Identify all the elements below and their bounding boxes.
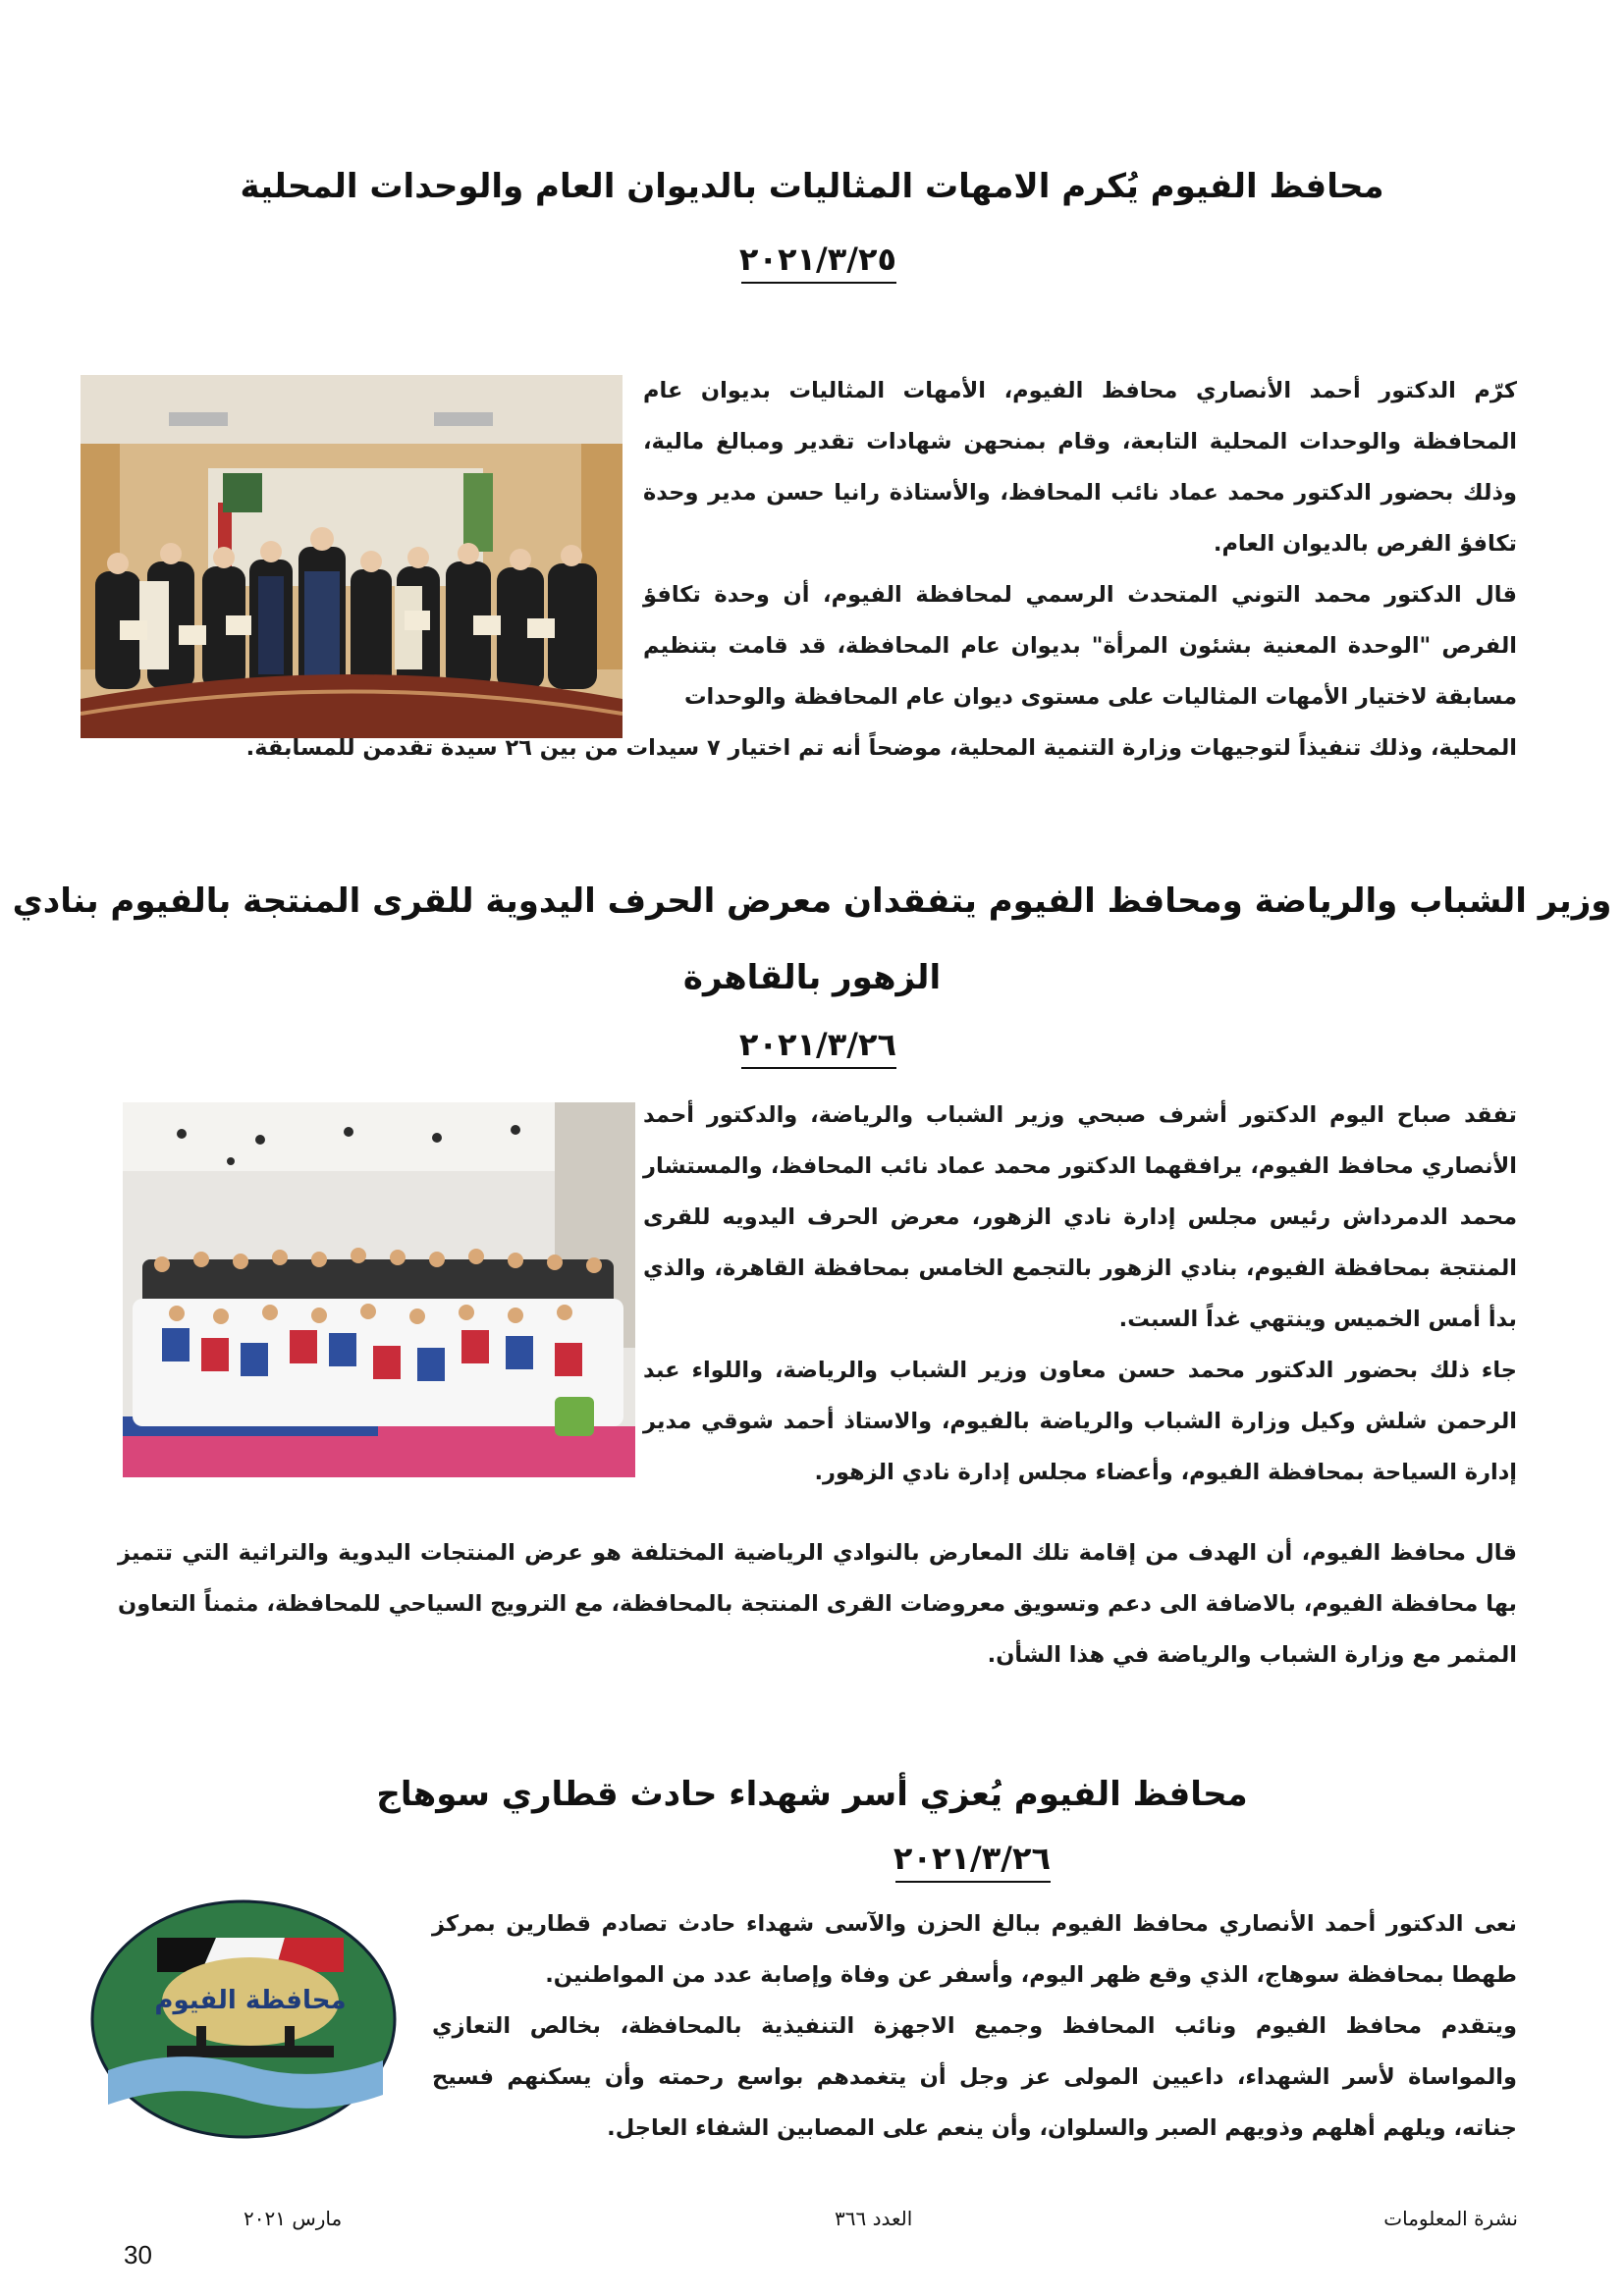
article3-body [432, 1898, 1517, 2154]
article2-paragraph-3: قال محافظ الفيوم، أن الهدف من إقامة تلك المعارض بالنوادي الرياضية المختلفة هو عرض المنتجات اليدوية والتراثية التي تتميز بها محافظة الفيوم، بالاضافة الى دعم وتسويق معروضات القرى المنتجة بالمحافظة، مع الترويج السياحي للمحافظة، مثمناً التعاون المثمر مع وزارة الشباب والرياضة في هذا الشأن. [118, 1540, 1517, 1668]
article2-body-2 [643, 1345, 1517, 1498]
article3-paragraph-1: نعى الدكتور أحمد الأنصاري محافظ الفيوم ببالغ الحزن والآسى شهداء حادث تصادم قطارين بمركز طهطا بمحافظة سوهاج، الذي وقع ظهر اليوم، وأسفر عن وفاة وإصابة عدد من المواطنين. [432, 1911, 1517, 1988]
article2-paragraph-1: تفقد صباح اليوم الدكتور أشرف صبحي وزير الشباب والرياضة، والدكتور أحمد الأنصاري محافظ الفيوم، يرافقهما الدكتور محمد عماد نائب المحافظ، والمستشار محمد الدمرداش رئيس مجلس إدارة نادي الزهور، معرض الحرف اليدويه للقرى المنتجة بمحافظة الفيوم، بنادي الزهور بالتجمع الخامس بمحافظة القاهرة، والذي بدأ أمس الخميس وينتهي غداً السبت. [643, 1102, 1517, 1332]
page-number: 30 [124, 2240, 152, 2269]
article2-title-line2: الزهور بالقاهرة [682, 958, 942, 997]
article1-photo [81, 375, 623, 738]
article3-title: محافظ الفيوم يُعزي أسر شهداء حادث قطاري سوهاج [376, 1775, 1248, 1814]
article2-body-3 [118, 1527, 1517, 1681]
article1-date: ٢٠٢١/٣/٢٥ [741, 240, 896, 284]
article1-body [643, 365, 1517, 569]
svg-text:محافظة الفيوم: محافظة الفيوم [154, 1986, 347, 2015]
article2-paragraph-2: جاء ذلك بحضور الدكتور محمد حسن معاون وزير الشباب والرياضة، واللواء عبد الرحمن شلش وكيل وزارة الشباب والرياضة بالفيوم، والاستاذ أحمد شوقي مدير إدارة السياحة بمحافظة الفيوم، وأعضاء مجلس إدارة نادي الزهور. [643, 1358, 1517, 1485]
article1-body-2 [643, 569, 1517, 722]
article2-photo [123, 1102, 635, 1477]
article2-title-line1: وزير الشباب والرياضة ومحافظ الفيوم يتفقدان معرض الحرف اليدوية للقرى المنتجة بالفيوم بنادي [12, 881, 1612, 921]
footer-month: مارس ٢٠٢١ [244, 2207, 343, 2230]
article3-paragraph-2: ويتقدم محافظ الفيوم ونائب المحافظ وجميع الاجهزة التنفيذية بالمحافظة، بخالص التعازي والمواساة لأسر الشهداء، داعيين المولى عز وجل أن يتغمدهم بواسع رحمته وأن يسكنهم فسيح جناته، ويلهم أهلهم وذويهم الصبر والسلوان، وأن ينعم على المصابين الشفاء العاجل. [432, 2013, 1517, 2141]
footer-issue: العدد ٣٦٦ [835, 2207, 913, 2230]
article1-body-3 [226, 722, 1517, 774]
article1-paragraph-2b: المحلية، وذلك تنفيذاً لتوجيهات وزارة التنمية المحلية، موضحاً أنه تم اختيار ٧ سيدات من بين ٢٦ سيدة تقدمن للمسابقة. [245, 735, 1517, 761]
article1-paragraph-2a: قال الدكتور محمد التوني المتحدث الرسمي لمحافظة الفيوم، أن وحدة تكافؤ الفرص "الوحدة المعنية بشئون المرأة" بديوان عام المحافظة، قد قامت بتنظيم مسابقة لاختيار الأمهات المثاليات على مستوى ديوان عام المحافظة والوحدات [643, 582, 1517, 710]
article2-body [643, 1090, 1517, 1345]
article2-date: ٢٠٢١/٣/٢٦ [741, 1026, 896, 1069]
article1-title: محافظ الفيوم يُكرم الامهات المثاليات بالديوان العام والوحدات المحلية [240, 167, 1384, 206]
article3-date: ٢٠٢١/٣/٢٦ [895, 1840, 1051, 1883]
article1-paragraph-1: كرّم الدكتور أحمد الأنصاري محافظ الفيوم، الأمهات المثاليات بديوان عام المحافظة والوحدات المحلية التابعة، وقام بمنحهن شهادات تقدير ومبالغ مالية، وذلك بحضور الدكتور محمد عماد نائب المحافظ، والأستاذة رانيا حسن مدير وحدة تكافؤ الفرص بالديوان العام. [643, 378, 1517, 557]
footer-publication: نشرة المعلومات [1383, 2207, 1518, 2230]
governorate-logo [88, 1898, 399, 2140]
